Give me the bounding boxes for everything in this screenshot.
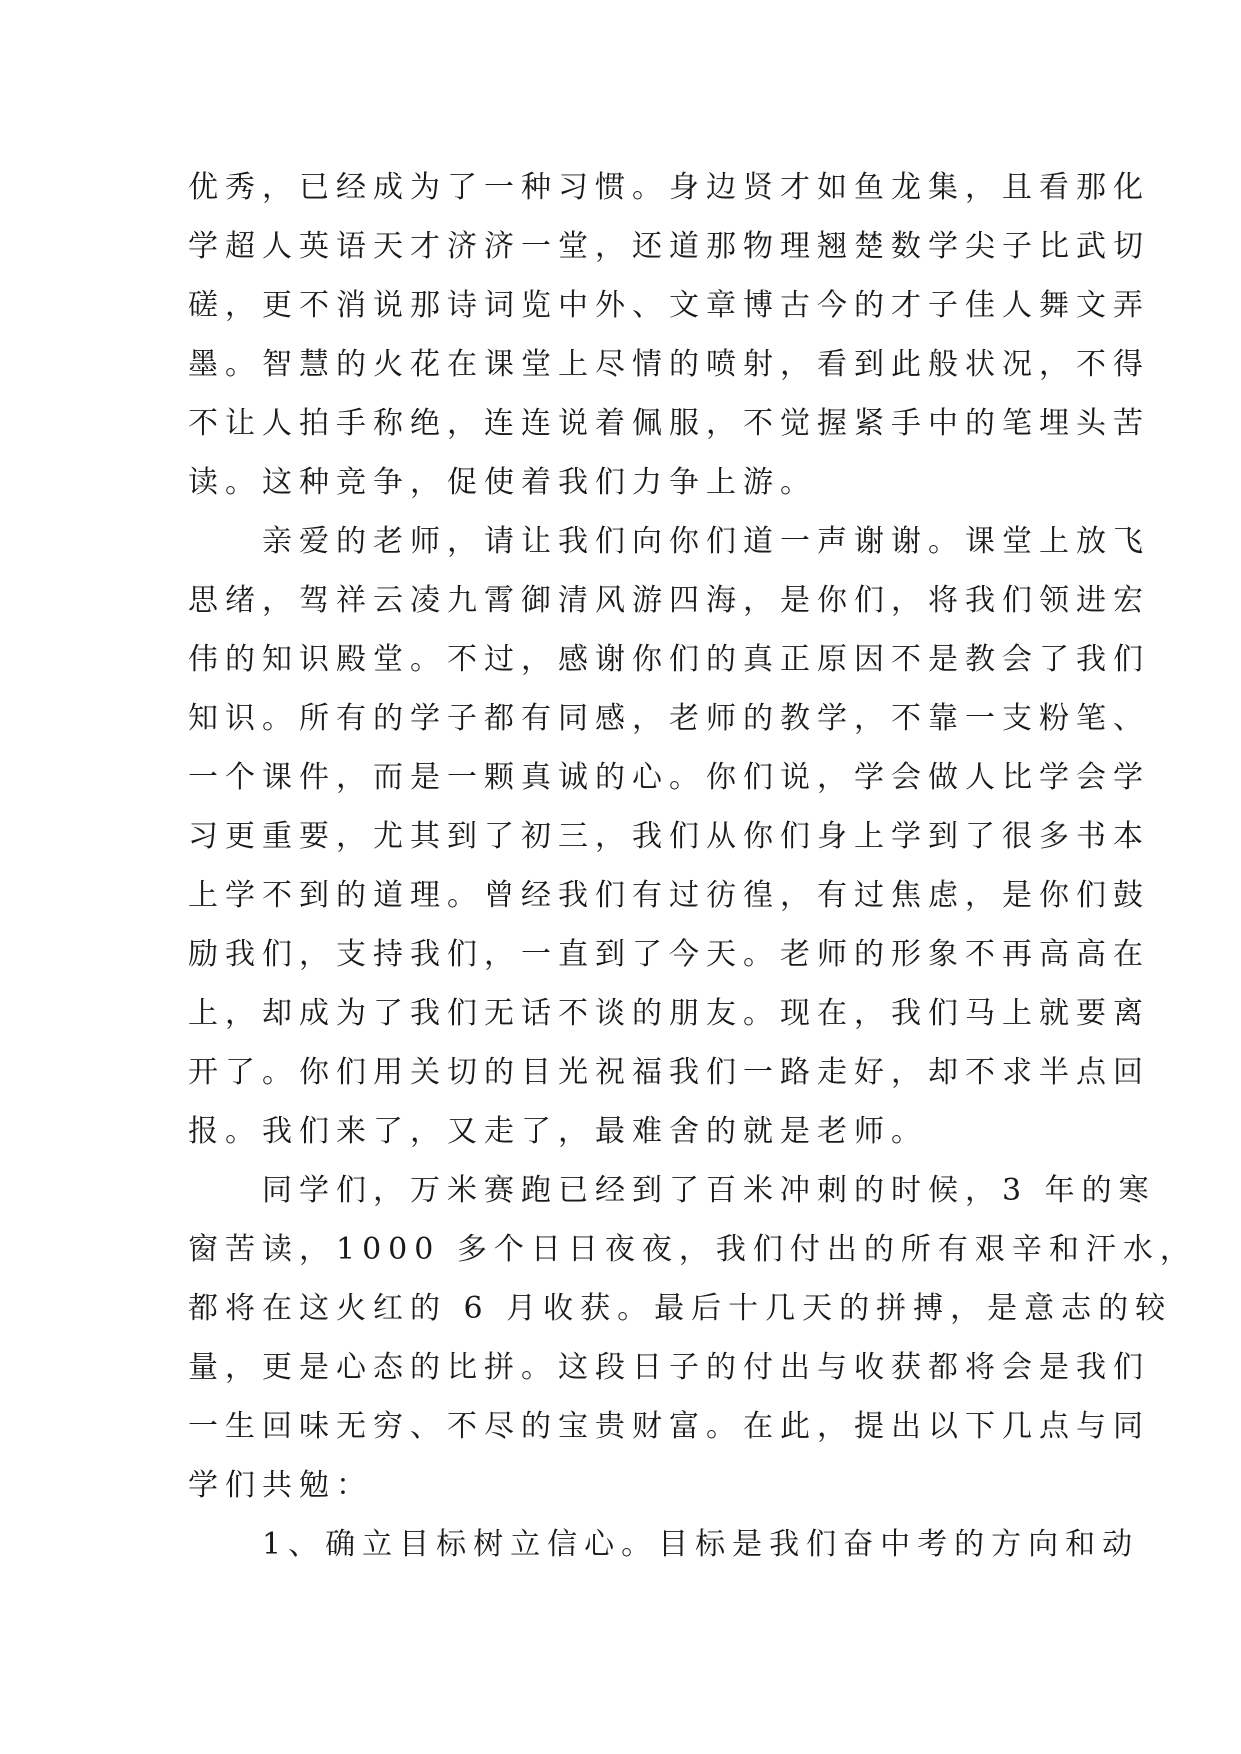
text-line: 一生回味无穷、不尽的宝贵财富。在此，提出以下几点与同 [188,1409,1150,1444]
text-line: 读。这种竞争，促使着我们力争上游。 [188,465,817,500]
text-line: 量，更是心态的比拼。这段日子的付出与收获都将会是我们 [188,1350,1150,1385]
text-line: 不让人拍手称绝，连连说着佩服，不觉握紧手中的笔埋头苦 [188,406,1150,441]
text-line: 励我们，支持我们，一直到了今天。老师的形象不再高高在 [188,937,1150,972]
text-line: 思绪，驾祥云凌九霄御清风游四海，是你们，将我们领进宏 [188,583,1150,618]
text-line: 磋，更不消说那诗词览中外、文章博古今的才子佳人舞文弄 [188,288,1150,323]
text-line: 学们共勉： [188,1468,373,1503]
text-line: 上，却成为了我们无话不谈的朋友。现在，我们马上就要离 [188,996,1150,1031]
text-line: 上学不到的道理。曾经我们有过彷徨，有过焦虑，是你们鼓 [188,878,1150,913]
text-line: 都将在这火红的 6 月收获。最后十几天的拼搏，是意志的较 [188,1291,1173,1326]
text-line: 报。我们来了，又走了，最难舍的就是老师。 [188,1114,928,1149]
paragraph-first-line: 同学们，万米赛跑已经到了百米冲刺的时候，3 年的寒 [262,1173,1156,1208]
text-line: 窗苦读，1000 多个日日夜夜，我们付出的所有艰辛和汗水， [188,1232,1197,1267]
paragraph-first-line: 亲爱的老师，请让我们向你们道一声谢谢。课堂上放飞 [262,524,1150,559]
text-line: 一个课件，而是一颗真诚的心。你们说，学会做人比学会学 [188,760,1150,795]
text-line: 习更重要，尤其到了初三，我们从你们身上学到了很多书本 [188,819,1150,854]
text-line: 知识。所有的学子都有同感，老师的教学，不靠一支粉笔、 [188,701,1150,736]
text-line: 学超人英语天才济济一堂，还道那物理翘楚数学尖子比武切 [188,229,1150,264]
text-line: 开了。你们用关切的目光祝福我们一路走好，却不求半点回 [188,1055,1150,1090]
text-line: 伟的知识殿堂。不过，感谢你们的真正原因不是教会了我们 [188,642,1150,677]
text-line: 墨。智慧的火花在课堂上尽情的喷射，看到此般状况，不得 [188,347,1150,382]
document-body [188,158,1197,1574]
text-line: 优秀，已经成为了一种习惯。身边贤才如鱼龙集，且看那化 [188,170,1150,205]
paragraph-first-line: 1、确立目标树立信心。目标是我们奋中考的方向和动 [262,1527,1140,1562]
